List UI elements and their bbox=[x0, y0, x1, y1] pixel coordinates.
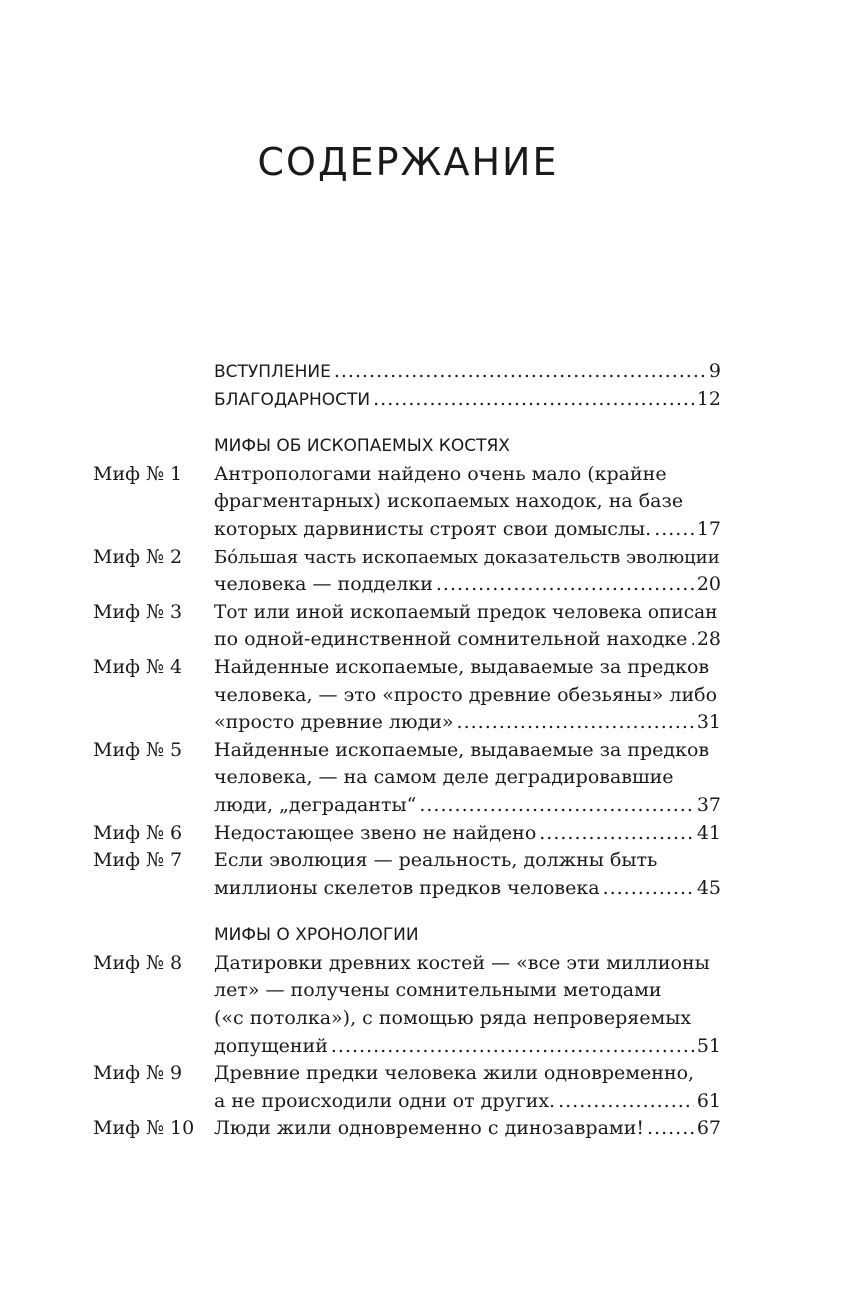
entry-text-line: Если эволюция — реальность, должны быть bbox=[214, 849, 658, 872]
toc-entry-introduction[interactable] bbox=[93, 358, 721, 386]
entry-text-line: человека, — это «просто древние обезьяны» либо bbox=[214, 683, 718, 706]
entry-text-line: человека, — на самом деле деградировавшие bbox=[214, 766, 674, 789]
page-number: 61 bbox=[696, 1089, 721, 1112]
page-number: 67 bbox=[696, 1117, 721, 1140]
myth-number: Миф № 5 bbox=[93, 738, 183, 761]
entry-text-line: человека — подделки bbox=[214, 573, 433, 596]
entry-text-line: миллионы скелетов предков человека bbox=[214, 876, 600, 899]
entry-text-line: лет» — получены сомнительными методами bbox=[214, 979, 662, 1002]
section-heading-chronology-myths: МИФЫ О ХРОНОЛОГИИ bbox=[214, 925, 419, 946]
dot-leader bbox=[373, 386, 694, 414]
entry-text-line: а не происходили одни от других. bbox=[214, 1089, 556, 1112]
toc-entry-myth-5[interactable] bbox=[93, 737, 721, 820]
dot-leader bbox=[690, 626, 693, 654]
page-title: СОДЕРЖАНИЕ bbox=[257, 140, 559, 184]
entry-text-line: «просто древние люди» bbox=[214, 711, 454, 734]
toc-entry-myth-8[interactable] bbox=[93, 950, 721, 1060]
page-number: 37 bbox=[696, 793, 721, 816]
dot-leader bbox=[436, 571, 694, 599]
toc-entry-myth-7[interactable] bbox=[93, 847, 721, 902]
entry-text-line: Найденные ископаемые, выдаваемые за предков bbox=[214, 738, 710, 761]
entry-text-line: Антропологами найдено очень мало (крайне bbox=[214, 462, 667, 485]
toc-entry-myth-3[interactable] bbox=[93, 599, 721, 654]
toc-entry-myth-4[interactable] bbox=[93, 654, 721, 737]
dot-leader bbox=[654, 516, 694, 544]
entry-text-line: Люди жили одновременно с динозаврами! bbox=[214, 1117, 644, 1140]
dot-leader bbox=[331, 1033, 694, 1061]
page-number: 41 bbox=[696, 821, 721, 844]
dot-leader bbox=[603, 875, 694, 903]
entry-text-line: Датировки древних костей — «все эти миллионы bbox=[214, 951, 710, 974]
dot-leader bbox=[647, 1115, 694, 1143]
entry-text-line: допущений bbox=[214, 1034, 328, 1057]
dot-leader bbox=[539, 820, 694, 848]
entry-text-line: Найденные ископаемые, выдаваемые за предков bbox=[214, 655, 710, 678]
entry-text-line: фрагментарных) ископаемых находок, на базе bbox=[214, 490, 684, 513]
entry-text-line: Недостающее звено не найдено bbox=[214, 821, 537, 844]
entry-text-line: которых дарвинисты строят свои домыслы. bbox=[214, 517, 652, 540]
toc-entry-acknowledgements[interactable] bbox=[93, 386, 721, 414]
dot-leader bbox=[457, 709, 694, 737]
dot-leader bbox=[558, 1088, 694, 1116]
page-number: 12 bbox=[696, 387, 721, 410]
page-number: 45 bbox=[696, 876, 721, 899]
dot-leader bbox=[419, 792, 693, 820]
toc-entry-myth-10[interactable] bbox=[93, 1115, 721, 1143]
myth-number: Миф № 4 bbox=[93, 655, 183, 678]
toc-entry-label: ВСТУПЛЕНИЕ bbox=[214, 362, 331, 382]
entry-text-line: люди, „деграданты“ bbox=[214, 793, 417, 816]
myth-number: Миф № 2 bbox=[93, 545, 183, 568]
toc-entry-myth-9[interactable] bbox=[93, 1060, 721, 1115]
toc-entry-myth-2[interactable] bbox=[93, 544, 721, 599]
myth-number: Миф № 1 bbox=[93, 462, 183, 485]
section-heading-fossil-myths: МИФЫ ОБ ИСКОПАЕМЫХ КОСТЯХ bbox=[214, 436, 510, 457]
page-number: 20 bbox=[696, 573, 721, 596]
toc-entry-myth-1[interactable] bbox=[93, 461, 721, 544]
page-number: 51 bbox=[696, 1034, 721, 1057]
table-of-contents bbox=[93, 358, 721, 1143]
entry-text-line: Тот или иной ископаемый предок человека описан bbox=[214, 601, 718, 623]
myth-number: Миф № 8 bbox=[93, 951, 183, 974]
page-number: 9 bbox=[708, 360, 721, 382]
page-number: 17 bbox=[696, 517, 721, 540]
entry-text-line: по одной-единственной сомнительной находке bbox=[214, 628, 688, 651]
page-number: 28 bbox=[696, 628, 721, 651]
myth-number: Миф № 7 bbox=[93, 849, 183, 872]
toc-entry-myth-6[interactable] bbox=[93, 820, 721, 848]
entry-text-line: Древние предки человека жили одновременно, bbox=[214, 1062, 695, 1085]
myth-number: Миф № 6 bbox=[93, 821, 183, 844]
entry-text-line: («с потолка»), с помощью ряда непроверяемых bbox=[214, 1007, 692, 1030]
dot-leader bbox=[334, 358, 706, 386]
myth-number: Миф № 3 bbox=[93, 600, 183, 623]
myth-number: Миф № 10 bbox=[93, 1117, 195, 1140]
toc-entry-label: БЛАГОДАРНОСТИ bbox=[214, 389, 371, 410]
page-number: 31 bbox=[696, 711, 721, 734]
entry-text-line: Бóльшая часть ископаемых доказательств эволюции bbox=[214, 546, 720, 568]
myth-number: Миф № 9 bbox=[93, 1062, 183, 1085]
